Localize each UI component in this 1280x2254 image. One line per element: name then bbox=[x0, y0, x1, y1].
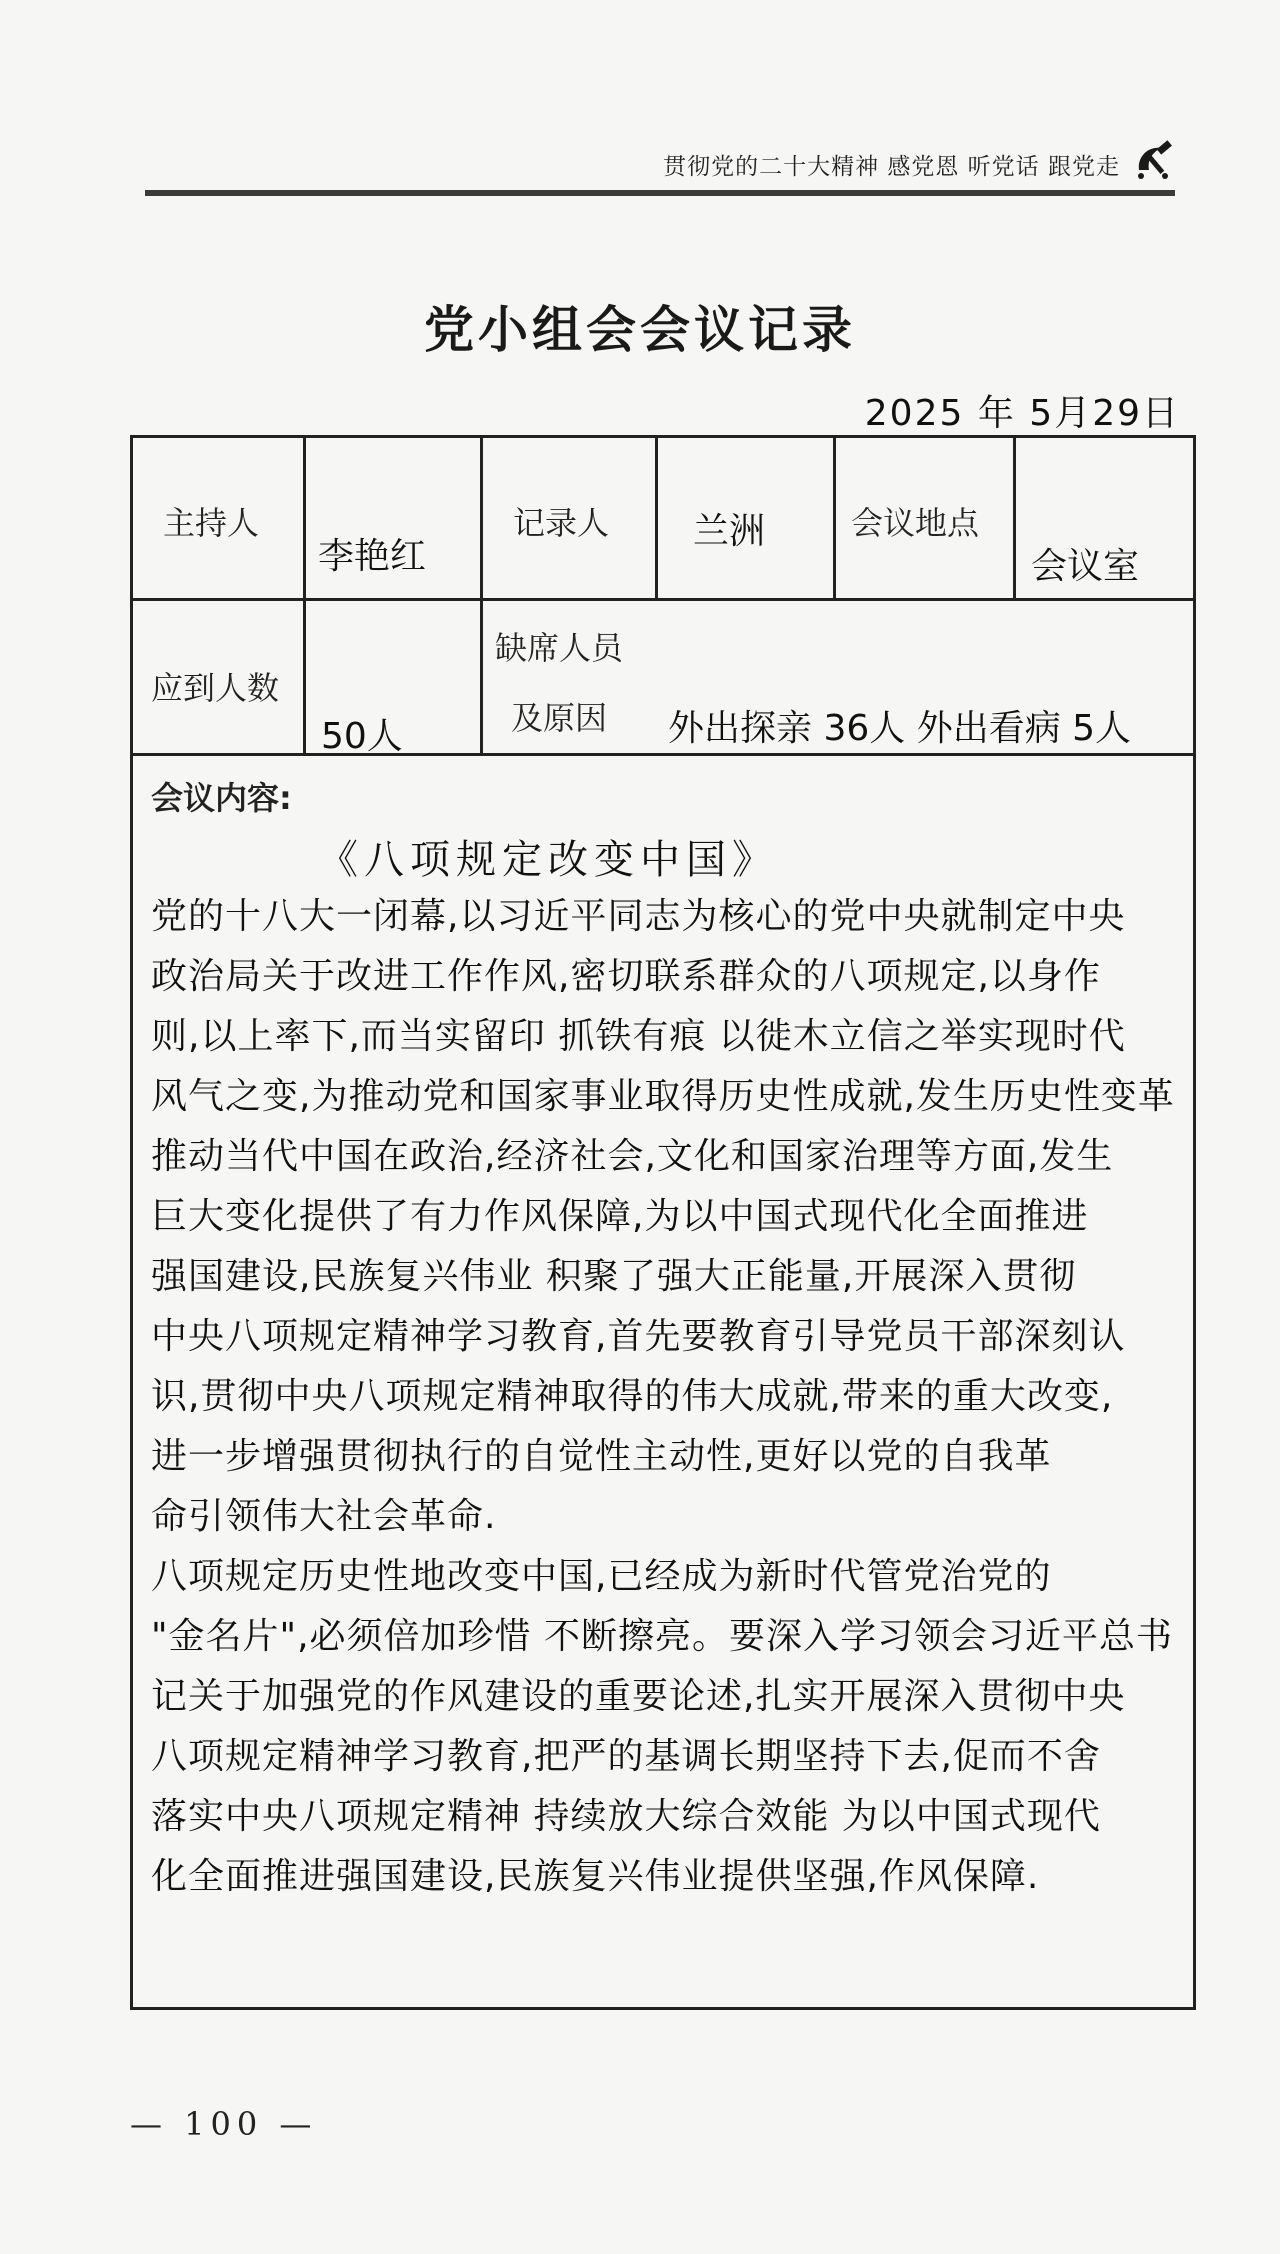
hammer-sickle-icon bbox=[1131, 140, 1175, 184]
absent-label-line1: 缺席人员 bbox=[495, 629, 624, 667]
content-line: 风气之变,为推动党和国家事业取得历史性成就,发生历史性变革 bbox=[151, 1076, 1175, 1117]
meeting-date: 2025 年 5月29日 bbox=[864, 393, 1180, 434]
content-line: 记关于加强党的作风建设的重要论述,扎实开展深入贯彻中央 bbox=[151, 1676, 1126, 1717]
content-line: 落实中央八项规定精神 持续放大综合效能 为以中国式现代 bbox=[151, 1796, 1101, 1837]
absent-label-line2: 及原因 bbox=[511, 699, 608, 737]
table-row-divider bbox=[133, 598, 1193, 601]
slogan-text: 贯彻党的二十大精神 感党恩 听党话 跟党走 bbox=[663, 154, 1120, 180]
recorder-value: 兰洲 bbox=[693, 511, 766, 552]
content-line: 八项规定历史性地改变中国,已经成为新时代管党治党的 bbox=[151, 1556, 1052, 1597]
host-value: 李艳红 bbox=[318, 536, 427, 577]
location-label: 会议地点 bbox=[851, 504, 980, 542]
recorder-label: 记录人 bbox=[513, 504, 610, 542]
meeting-content-label: 会议内容: bbox=[151, 779, 292, 817]
content-line: 八项规定精神学习教育,把严的基调长期坚持下去,促而不舍 bbox=[151, 1736, 1101, 1777]
content-line: 巨大变化提供了有力作风保障,为以中国式现代化全面推进 bbox=[151, 1196, 1089, 1237]
document-title: 党小组会会议记录 bbox=[424, 300, 856, 359]
page-number: — 100 — bbox=[130, 2105, 318, 2143]
content-line: 识,贯彻中央八项规定精神取得的伟大成就,带来的重大改变, bbox=[151, 1376, 1114, 1417]
expected-attendance-value: 50人 bbox=[321, 716, 403, 757]
content-line: 中央八项规定精神学习教育,首先要教育引导党员干部深刻认 bbox=[151, 1316, 1126, 1357]
location-value: 会议室 bbox=[1031, 546, 1140, 587]
meeting-record-table bbox=[130, 435, 1196, 2010]
slogan-divider bbox=[145, 190, 1175, 196]
content-line: 进一步增强贯彻执行的自觉性主动性,更好以党的自我革 bbox=[151, 1436, 1052, 1477]
table-col-divider bbox=[655, 438, 658, 598]
host-label: 主持人 bbox=[163, 504, 260, 542]
content-line: 命引领伟大社会革命. bbox=[151, 1496, 497, 1537]
content-line: "金名片",必须倍加珍惜 不断擦亮。要深入学习领会习近平总书 bbox=[151, 1616, 1174, 1657]
table-row-divider bbox=[133, 753, 1193, 756]
content-line: 化全面推进强国建设,民族复兴伟业提供坚强,作风保障. bbox=[151, 1856, 1040, 1897]
expected-attendance-label: 应到人数 bbox=[151, 669, 280, 707]
content-line: 则,以上率下,而当实留印 抓铁有痕 以徙木立信之举实现时代 bbox=[151, 1016, 1126, 1057]
content-line: 强国建设,民族复兴伟业 积聚了强大正能量,开展深入贯彻 bbox=[151, 1256, 1077, 1297]
table-col-divider bbox=[833, 438, 836, 598]
content-line: 政治局关于改进工作作风,密切联系群众的八项规定,以身作 bbox=[151, 956, 1101, 997]
content-line: 推动当代中国在政治,经济社会,文化和国家治理等方面,发生 bbox=[151, 1136, 1114, 1177]
table-col-divider bbox=[480, 438, 483, 753]
meeting-content-heading: 《八项规定改变中国》 bbox=[318, 837, 778, 883]
table-col-divider bbox=[1013, 438, 1016, 598]
table-col-divider bbox=[303, 438, 306, 753]
content-line: 党的十八大一闭幕,以习近平同志为核心的党中央就制定中央 bbox=[151, 896, 1126, 937]
absent-value: 外出探亲 36人 外出看病 5人 bbox=[668, 708, 1132, 749]
header-slogan-bar bbox=[145, 140, 1175, 200]
